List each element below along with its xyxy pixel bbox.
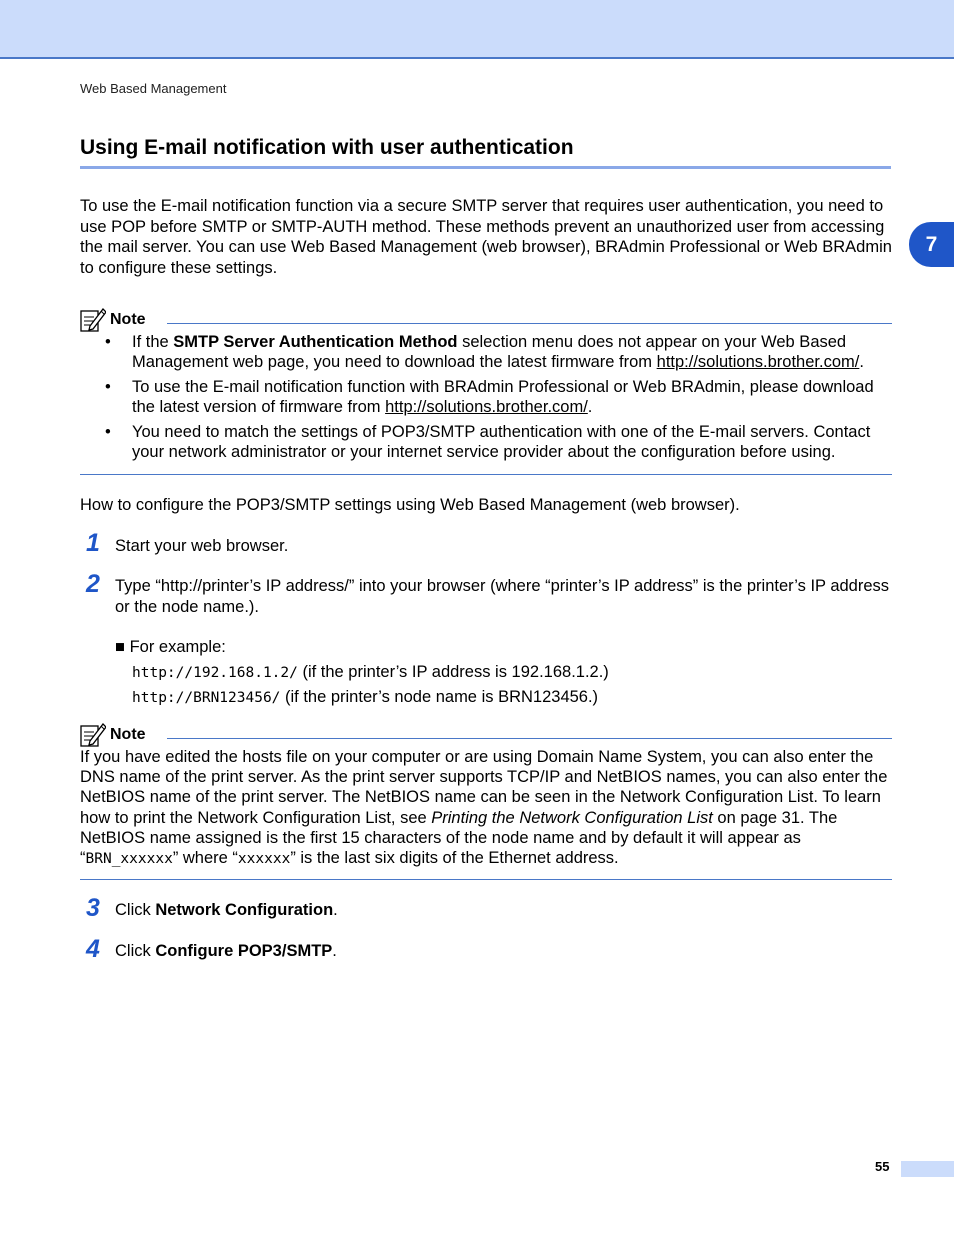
step-number: 4 (86, 935, 100, 963)
bullet-dot: • (105, 378, 111, 396)
example-label: ■ For example: (115, 638, 226, 656)
note-end-rule (80, 474, 892, 475)
step-number: 2 (86, 570, 100, 598)
example-code: http://BRN123456/ (132, 690, 281, 706)
bullet-dot: • (105, 423, 111, 441)
bullet-dot: • (105, 333, 111, 351)
note-pencil-icon (80, 306, 106, 332)
note-header (80, 721, 892, 747)
note-paragraph: If you have edited the hosts file on your computer or are using Domain Name System, you can also enter the DNS name of the print server. As the print server supports TCP/IP and NetBIOS names, you can also enter the NetBIOS name of the print server. The NetBIOS name can be seen in the Network Configuration List. To learn how to print the Network Configuration List, see Printing the Network Configuration List on page 31. The NetBIOS name assigned is the first 15 characters of the node name and by default it will appear as “BRN_xxxxxx” where “xxxxxx” is the last six digits of the Ethernet address. (80, 748, 888, 868)
section-title: Using E-mail notification with user authentication (80, 136, 891, 169)
footer-band (901, 1161, 954, 1177)
note-divider (167, 323, 892, 324)
top-band (0, 0, 954, 59)
howto-paragraph: How to configure the POP3/SMTP settings using Web Based Management (web browser). (80, 496, 740, 514)
running-header: Web Based Management (80, 81, 227, 96)
intro-paragraph: To use the E-mail notification function via a secure SMTP server that requires user authentication, you need to use POP before SMTP or SMTP-AUTH method. These methods prevent an unauthorized user from accessing the mail server. You can use Web Based Management (web browser), BRAdmin Professional or Web BRAdmin to configure these settings. (80, 197, 892, 277)
step-text: Click Configure POP3/SMTP. (115, 942, 337, 960)
note-header (80, 306, 892, 332)
step-number: 1 (86, 529, 100, 557)
example-line: http://192.168.1.2/ (if the printer’s IP address is 192.168.1.2.) (132, 663, 609, 681)
step-number: 3 (86, 894, 100, 922)
note-label: Note (110, 311, 146, 328)
note-pencil-icon (80, 721, 106, 747)
step-text: Click Network Configuration. (115, 901, 338, 919)
firmware-link[interactable]: http://solutions.brother.com/ (656, 353, 860, 371)
step-text: Start your web browser. (115, 537, 289, 555)
example-line: http://BRN123456/ (if the printer’s node name is BRN123456.) (132, 688, 599, 706)
firmware-link[interactable]: http://solutions.brother.com/ (385, 398, 588, 416)
page-number: 55 (875, 1159, 890, 1174)
chapter-tab: 7 (909, 222, 954, 267)
square-bullet-icon: ■ (115, 638, 125, 656)
step-text: Type “http://printer’s IP address/” into your browser (where “printer’s IP address” is the printer’s IP address or the node name.). (115, 577, 890, 616)
example-code: http://192.168.1.2/ (132, 665, 298, 681)
note-divider (167, 738, 892, 739)
note-label: Note (110, 726, 146, 743)
note-end-rule (80, 879, 892, 880)
